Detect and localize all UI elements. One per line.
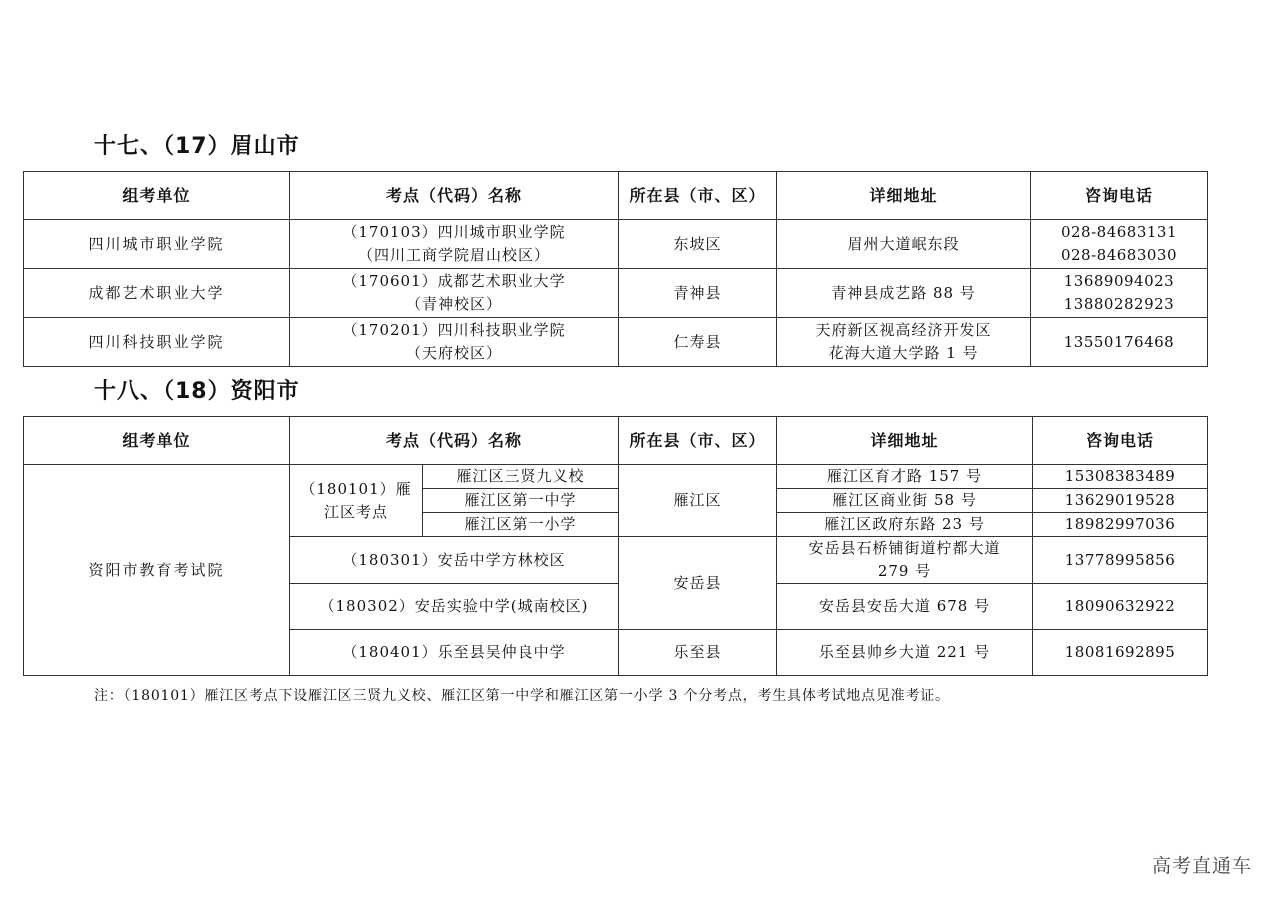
- site-campus-line: （青神校区）: [405, 295, 502, 313]
- site-cell: [290, 269, 619, 318]
- site-cell: [290, 220, 619, 269]
- header-phone: 咨询电话: [1033, 417, 1208, 465]
- site-cell: [290, 318, 619, 367]
- address-line: 安岳县石桥铺街道柠都大道: [808, 539, 1001, 557]
- section-17-heading: 十七、（17）眉山市: [94, 134, 300, 159]
- table-row: [24, 318, 1208, 367]
- header-site: 考点（代码）名称: [290, 172, 619, 220]
- address-cell: [777, 318, 1031, 367]
- sub-site-cell: 雁江区三贤九义校: [423, 465, 619, 489]
- sub-site-cell: 雁江区第一小学: [423, 513, 619, 537]
- header-address: 详细地址: [777, 417, 1033, 465]
- table-row: [24, 269, 1208, 318]
- table-row: [24, 465, 1208, 489]
- header-county: 所在县（市、区）: [619, 417, 777, 465]
- phone-cell: 18081692895: [1033, 630, 1208, 676]
- phone-line: 13880282923: [1063, 295, 1175, 313]
- table-header-row: [24, 172, 1208, 220]
- address-cell: 雁江区政府东路 23 号: [777, 513, 1033, 537]
- phone-cell: 18090632922: [1033, 584, 1208, 630]
- address-line: 279 号: [877, 562, 932, 580]
- table-header-row: [24, 417, 1208, 465]
- unit-cell: 资阳市教育考试院: [24, 465, 290, 676]
- address-line: 花海大道大学路 1 号: [828, 344, 979, 362]
- site-name-line: （170601）成都艺术职业大学: [342, 272, 566, 290]
- county-cell: 东坡区: [619, 220, 777, 269]
- unit-cell: 四川城市职业学院: [24, 220, 290, 269]
- site-group-label-line: （180101）雁: [300, 479, 412, 498]
- county-cell: 仁寿县: [619, 318, 777, 367]
- phone-line: 028-84683030: [1060, 246, 1178, 264]
- site-group-cell: [290, 465, 423, 537]
- ziyang-exam-sites-table: [23, 416, 1208, 676]
- address-cell: 眉州大道岷东段: [777, 220, 1031, 269]
- address-cell: 安岳县安岳大道 678 号: [777, 584, 1033, 630]
- address-cell: [777, 537, 1033, 584]
- site-cell: （180302）安岳实验中学(城南校区): [290, 584, 619, 630]
- header-site: 考点（代码）名称: [290, 417, 619, 465]
- phone-cell: 13778995856: [1033, 537, 1208, 584]
- header-county: 所在县（市、区）: [619, 172, 777, 220]
- site-campus-line: （四川工商学院眉山校区）: [357, 246, 550, 264]
- address-cell: 乐至县帅乡大道 221 号: [777, 630, 1033, 676]
- section-18-heading: 十八、（18）资阳市: [94, 379, 300, 404]
- address-cell: 青神县成艺路 88 号: [777, 269, 1031, 318]
- watermark-text: 高考直通车: [1151, 855, 1252, 877]
- header-address: 详细地址: [777, 172, 1031, 220]
- site-group-label-line: 江区考点: [323, 502, 388, 521]
- meishan-exam-sites-table: [23, 171, 1208, 367]
- county-cell: 乐至县: [619, 630, 777, 676]
- unit-cell: 四川科技职业学院: [24, 318, 290, 367]
- unit-cell: 成都艺术职业大学: [24, 269, 290, 318]
- address-cell: 雁江区商业街 58 号: [777, 489, 1033, 513]
- site-cell: （180301）安岳中学方林校区: [290, 537, 619, 584]
- address-cell: 雁江区育才路 157 号: [777, 465, 1033, 489]
- phone-cell: 15308383489: [1033, 465, 1208, 489]
- site-name-line: （170201）四川科技职业学院: [342, 321, 566, 339]
- county-cell: 雁江区: [619, 465, 777, 537]
- phone-cell: 13550176468: [1031, 318, 1208, 367]
- address-line: 天府新区视高经济开发区: [815, 321, 992, 339]
- site-campus-line: （天府校区）: [405, 344, 502, 362]
- phone-line: 13689094023: [1063, 272, 1175, 290]
- footnote: 注：（180101）雁江区考点下设雁江区三贤九义校、雁江区第一中学和雁江区第一小学 3 个分考点，考生具体考试地点见准考证。: [94, 688, 950, 704]
- phone-cell: 13629019528: [1033, 489, 1208, 513]
- phone-cell: 18982997036: [1033, 513, 1208, 537]
- phone-cell: [1031, 269, 1208, 318]
- county-cell: 青神县: [619, 269, 777, 318]
- site-name-line: （170103）四川城市职业学院: [342, 223, 566, 241]
- site-cell: （180401）乐至县吴仲良中学: [290, 630, 619, 676]
- phone-line: 028-84683131: [1060, 223, 1178, 241]
- phone-cell: [1031, 220, 1208, 269]
- county-cell: 安岳县: [619, 537, 777, 630]
- header-unit: 组考单位: [24, 172, 290, 220]
- header-phone: 咨询电话: [1031, 172, 1208, 220]
- table-row: [24, 220, 1208, 269]
- sub-site-cell: 雁江区第一中学: [423, 489, 619, 513]
- header-unit: 组考单位: [24, 417, 290, 465]
